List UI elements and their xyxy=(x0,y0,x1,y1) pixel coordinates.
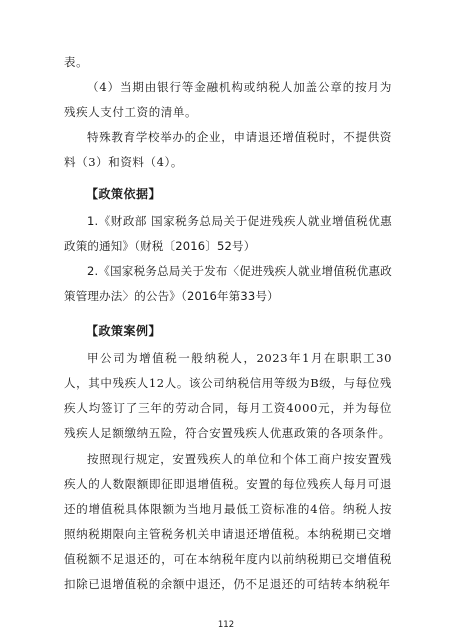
policy-case-paragraph-2: 按照现行规定，安置残疾人的单位和个体工商户按安置残疾人的人数限额即征即退增值税。安置的每位残疾人每月可退还的增值税具体限额为当地月最低工资标准的4倍。纳税人按照纳税期限向主管税务机关申请退还增值税。本纳税期已交增值税额不足退还的，可在本纳税年度内以前纳税期已交增值税扣除已退增值税的余额中退还，仍不足退还的可结转本纳税年 xyxy=(64,452,392,591)
paragraph-fragment: 表。 xyxy=(64,55,89,69)
paragraph-special-schools: 特殊教育学校举办的企业，申请退还增值税时，不提供资料（3）和资料（4）。 xyxy=(64,130,392,169)
policy-case-paragraph-1: 甲公司为增值税一般纳税人，2023年1月在职职工30人，其中残疾人12人。该公司纳税信用等级为B级，与每位残疾人均签订了三年的劳动合同，每月工资4000元，并为每位残疾人足额缴纳五险，符合安置残疾人优惠政策的各项条件。 xyxy=(64,351,392,440)
policy-basis-item-1: 1.《财政部 国家税务总局关于促进残疾人就业增值税优惠政策的通知》（财税〔2016〕52号） xyxy=(64,214,392,253)
paragraph-item-4: （4）当期由银行等金融机构或纳税人加盖公章的按月为残疾人支付工资的清单。 xyxy=(64,80,392,119)
policy-basis-heading: 【政策依据】 xyxy=(86,187,162,201)
policy-case-heading: 【政策案例】 xyxy=(86,324,162,338)
page-number: 112 xyxy=(217,620,235,630)
policy-basis-item-2: 2.《国家税务总局关于发布〈促进残疾人就业增值税优惠政策管理办法〉的公告》（2016年第33号） xyxy=(64,264,392,303)
